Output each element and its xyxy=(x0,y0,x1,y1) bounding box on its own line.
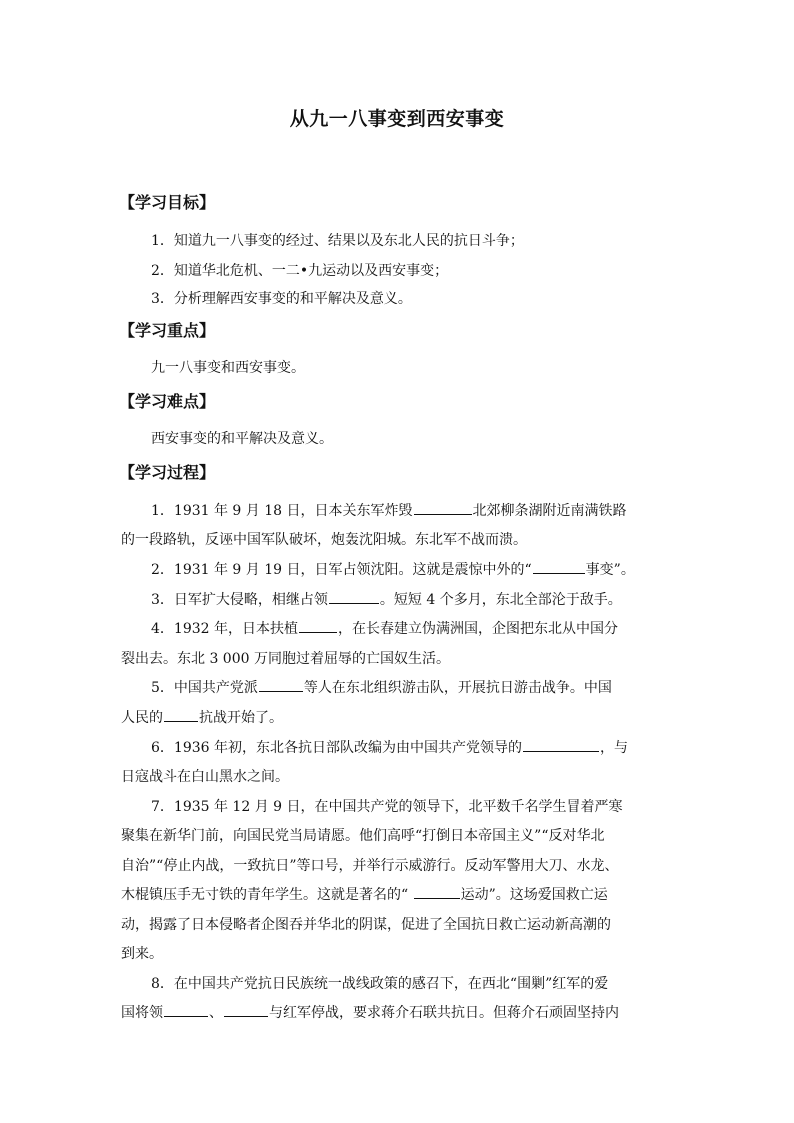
objective-item-2: 2．知道华北危机、一二•九运动以及西安事变； xyxy=(151,263,449,279)
question-8-text-c: 、 xyxy=(209,1005,223,1021)
question-2-line-1 xyxy=(151,556,635,586)
objective-item-3: 3．分析理解西安事变的和平解决及意义。 xyxy=(151,291,412,307)
question-8-text-b: 国将领 xyxy=(121,1005,163,1021)
objective-item-1: 1．知道九一八事变的经过、结果以及东北人民的抗日斗争； xyxy=(151,233,524,249)
heading-key-points: 【学习重点】 xyxy=(119,321,216,340)
question-4-line-1 xyxy=(151,615,618,645)
answer-blank[interactable] xyxy=(259,676,303,692)
answer-blank[interactable] xyxy=(523,736,599,752)
heading-difficulties: 【学习难点】 xyxy=(119,392,216,411)
key-points-text: 九一八事变和西安事变。 xyxy=(151,360,305,376)
document-title: 从九一八事变到西安事变 xyxy=(289,108,505,130)
question-1-line-1 xyxy=(151,497,627,527)
question-5-line-1 xyxy=(151,674,612,704)
question-3-line-1 xyxy=(151,586,622,616)
question-1-line-2: 的一段路轨，反诬中国军队破坏，炮轰沈阳城。东北军不战而溃。 xyxy=(121,532,527,548)
question-5-text-c: 人民的 xyxy=(121,710,163,726)
question-6-line-2: 日寇战斗在白山黑水之间。 xyxy=(121,769,289,785)
question-7-line-6: 到来。 xyxy=(121,946,163,962)
difficulties-text: 西安事变的和平解决及意义。 xyxy=(151,431,333,447)
question-8-line-1: 8．在中国共产党抗日民族统一战线政策的感召下，在西北“围剿”红军的爱 xyxy=(151,976,609,992)
answer-blank[interactable] xyxy=(414,499,472,515)
question-5-text-a: 5．中国共产党派 xyxy=(151,680,258,696)
heading-objectives: 【学习目标】 xyxy=(119,193,216,212)
question-4-text-b: ，在长春建立伪满洲国，企图把东北从中国分 xyxy=(338,621,618,637)
question-7-line-1: 7．1935 年 12 月 9 日，在中国共产党的领导下，北平数千名学生冒着严寒 xyxy=(151,799,623,815)
question-5-line-2 xyxy=(121,704,283,734)
question-3-text-a: 3．日军扩大侵略，相继占领 xyxy=(151,592,328,608)
question-4-line-2: 裂出去。东北 3 000 万同胞过着屈辱的亡国奴生活。 xyxy=(121,651,450,667)
question-6-text-a: 6．1936 年初，东北各抗日部队改编为由中国共产党领导的 xyxy=(151,740,522,756)
question-7-line-5: 动，揭露了日本侵略者企图吞并华北的阴谋，促进了全国抗日救亡运动新高潮的 xyxy=(121,917,611,933)
answer-blank[interactable] xyxy=(329,588,379,604)
question-6-text-b: ，与 xyxy=(600,740,628,756)
question-1-text-a: 1．1931 年 9 月 18 日，日本关东军炸毁 xyxy=(151,503,413,519)
question-7-text-e: 运动”。这场爱国救亡运 xyxy=(460,887,608,903)
question-5-text-b: 等人在东北组织游击队，开展抗日游击战争。中国 xyxy=(303,680,612,696)
answer-blank[interactable] xyxy=(164,1001,208,1017)
question-7-line-2: 聚集在新华门前，向国民党当局请愿。他们高呼“打倒日本帝国主义”“反对华北 xyxy=(121,828,605,844)
answer-blank[interactable] xyxy=(299,617,337,633)
question-4-text-a: 4．1932 年，日本扶植 xyxy=(151,621,298,637)
question-3-text-b: 。短短 4 个多月，东北全部沦于敌手。 xyxy=(379,592,622,608)
question-8-text-d: 与红军停战，要求蒋介石联共抗日。但蒋介石顽固坚持内 xyxy=(269,1005,619,1021)
heading-process: 【学习过程】 xyxy=(119,463,216,482)
question-6-line-1 xyxy=(151,734,628,764)
question-1-text-b: 北郊柳条湖附近南满铁路 xyxy=(472,503,627,519)
question-8-line-2 xyxy=(121,999,619,1029)
question-2-text-a: 2．1931 年 9 月 19 日，日军占领沈阳。这就是震惊中外的“ xyxy=(151,562,532,578)
answer-blank[interactable] xyxy=(224,1001,268,1017)
question-7-text-d: 木棍镇压手无寸铁的青年学生。这就是著名的“ xyxy=(121,887,413,903)
question-5-text-d: 抗战开始了。 xyxy=(199,710,283,726)
answer-blank[interactable] xyxy=(533,558,585,574)
question-7-line-4 xyxy=(121,881,608,911)
question-7-line-3: 自治”“停止内战，一致抗日”等口号，并举行示威游行。反动军警用大刀、水龙、 xyxy=(121,858,619,874)
answer-blank[interactable] xyxy=(164,706,198,722)
answer-blank[interactable] xyxy=(414,883,460,899)
question-2-text-b: 事变”。 xyxy=(585,562,635,578)
